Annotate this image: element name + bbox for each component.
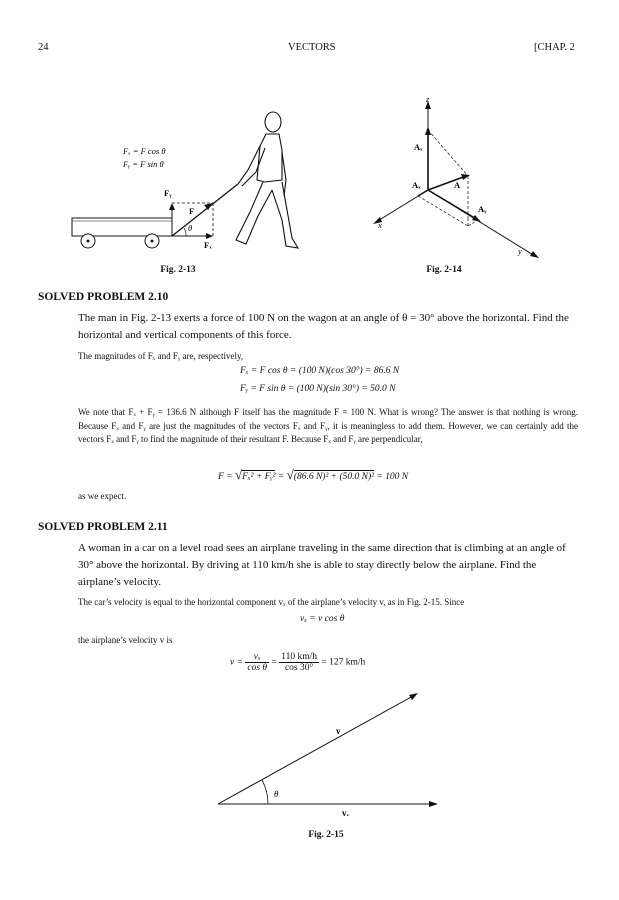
fig13-label-theta: θ <box>188 223 193 233</box>
fig-2-14-caption: Fig. 2-14 <box>426 265 462 275</box>
fig14-label-z: z <box>426 94 430 104</box>
problem-2-10-conclusion: as we expect. <box>78 491 127 501</box>
fig13-eq-fy: Fᵧ = F sin θ <box>123 159 164 169</box>
fig14-label-az: Aₓ <box>414 142 423 152</box>
eq3-lhs: F = <box>218 472 235 482</box>
problem-2-11-intro: The car’s velocity is equal to the horizontal component vₓ of the airplane’s velocity v, as in Fig. 2-15. Since <box>78 597 465 607</box>
problem-2-10-eq1: Fₓ = F cos θ = (100 N)(cos 30°) = 86.6 N <box>240 366 400 376</box>
wagon-handle <box>172 184 238 236</box>
man-figure <box>236 112 298 248</box>
fig13-eq-fx: Fₓ = F cos θ <box>123 146 166 156</box>
fig14-label-ay: Aᵧ <box>478 204 487 214</box>
fig13-label-fx: Fₓ <box>204 240 212 250</box>
chapter-label: [CHAP. 2 <box>534 42 575 53</box>
eq3-radicand: (86.6 N)² + (50.0 N)² <box>293 472 374 482</box>
problem-2-10-statement: The man in Fig. 2-13 exerts a force of 100 N on the wagon at an angle of θ = 30° above the horizontal. Find the horizontal and vertical components of this force. <box>78 312 569 341</box>
eq2-numerator-1: vₓ <box>245 652 269 663</box>
problem-2-11-eq1: vₓ = v cos θ <box>300 614 345 624</box>
figure-2-13 <box>60 100 330 260</box>
problem-2-10-eq3: F = √Fₓ² + Fᵧ² = √(86.6 N)² + (50.0 N)² = 100 N <box>218 467 409 482</box>
theta-arc <box>262 780 268 804</box>
fig14-label-ax: Aₓ <box>412 180 421 190</box>
eq2-denominator-1: cos θ <box>247 663 268 673</box>
problem-2-11-eq2 <box>230 652 365 673</box>
problem-2-10-intro: The magnitudes of Fₓ and Fᵧ are, respectively, <box>78 351 244 361</box>
page-number: 24 <box>38 42 49 53</box>
fig15-label-theta: θ <box>274 789 279 799</box>
running-title: VECTORS <box>288 42 336 53</box>
problem-2-10-paragraph: We note that Fₓ + Fᵧ = 136.6 N although F itself has the magnitude F = 100 N. What is wrong? The answer is that nothing is wrong. Because Fₓ and Fᵧ are just the magnitudes of the vectors Fₓ and Fᵧ, it is meaningless to add them. However, we can certainly add the vectors Fₓ and Fᵧ to find the magnitude of their resultant F. Because Fₓ and Fᵧ are perpendicular, <box>78 407 578 444</box>
eq2-fraction-2 <box>279 652 319 673</box>
fig14-label-y: y <box>518 246 522 256</box>
fig14-label-x: x <box>378 220 382 230</box>
eq3-equals: = <box>275 472 287 482</box>
vector-a <box>428 176 466 190</box>
problem-2-10-eq2: Fᵧ = F sin θ = (100 N)(sin 30°) = 50.0 N <box>240 384 396 394</box>
fig14-label-a: A <box>454 180 461 190</box>
figure-2-14 <box>360 90 550 260</box>
eq2-equals: = <box>271 657 277 668</box>
fig13-label-f: F <box>189 206 195 216</box>
problem-2-11-lead: the airplane’s velocity v is <box>78 635 173 645</box>
v-arrow <box>218 696 413 804</box>
eq3-components: Fₓ² + Fᵧ² <box>242 472 276 482</box>
eq2-result: = 127 km/h <box>321 657 366 668</box>
eq3-result: = 100 N <box>373 472 409 482</box>
fig15-label-v: v <box>336 726 341 736</box>
eq2-denominator-2: cos 30° <box>284 663 314 673</box>
problem-2-11-title: SOLVED PROBLEM 2.11 <box>38 521 168 533</box>
fig-2-13-caption: Fig. 2-13 <box>160 265 196 275</box>
eq2-numerator-2: 110 km/h <box>281 652 318 662</box>
eq2-fraction-1 <box>245 652 269 673</box>
problem-2-10-title: SOLVED PROBLEM 2.10 <box>38 291 169 303</box>
fig-2-15-caption: Fig. 2-15 <box>308 830 344 840</box>
problem-2-11-statement: A woman in a car on a level road sees an airplane traveling in the same direction that is climbing at an angle of 30° above the horizontal. By driving at 110 km/h she is able to stay directly below the airplane. Find the airplane’s velocity. <box>78 542 566 588</box>
eq2-lhs: v = <box>230 657 244 668</box>
fig13-label-fy: Fᵧ <box>164 188 172 198</box>
figure-2-15 <box>210 686 450 816</box>
fig15-label-vx: vₓ <box>342 808 350 816</box>
